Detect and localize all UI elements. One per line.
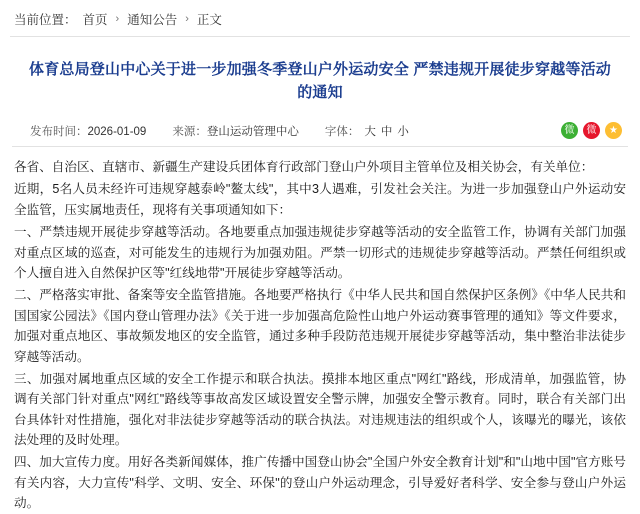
qzone-share-icon[interactable]: ★ xyxy=(605,122,622,139)
share-group xyxy=(561,122,628,139)
source xyxy=(172,123,299,139)
breadcrumb-separator-icon: › xyxy=(185,13,189,25)
font-size-label: 字体： xyxy=(324,125,360,138)
font-size-large-button[interactable]: 大 xyxy=(364,125,376,138)
font-size-medium-button[interactable]: 中 xyxy=(380,125,393,138)
breadcrumb-label: 当前位置： xyxy=(14,13,77,27)
article-body xyxy=(14,157,626,514)
breadcrumb xyxy=(0,0,640,36)
source-value: 登山运动管理中心 xyxy=(206,125,299,138)
wechat-share-icon[interactable]: 微 xyxy=(561,122,578,139)
font-size-small-button[interactable]: 小 xyxy=(397,125,409,138)
breadcrumb-item-home[interactable]: 首页 xyxy=(82,13,108,27)
weibo-share-icon[interactable]: 微 xyxy=(583,122,600,139)
breadcrumb-item-notices[interactable]: 通知公告 xyxy=(127,13,178,27)
publish-time xyxy=(30,123,146,139)
paragraph: 各省、自治区、直辖市、新疆生产建设兵团体育行政部门登山户外项目主管单位及相关协会，有关单位： xyxy=(14,160,594,174)
source-label: 来源： xyxy=(172,125,207,138)
paragraph: 一、严禁违规开展徒步穿越等活动。各地要重点加强违规徒步穿越等活动的安全监管工作，协调有关部门加强对重点区域的巡查，对可能发生的违规行为加强劝阻。严禁一切形式的违规徒步穿越等活动。严禁任何组织或个人擅自进入自然保护区等"红线地带"开展徒步穿越等活动。 xyxy=(14,225,626,280)
paragraph: 三、加强对属地重点区域的安全工作提示和联合执法。摸排本地区重点"网红"路线，形成清单，加强监管，协调有关部门针对重点"网红"路线等事故高发区域设置安全警示牌，加强安全警示教育。同时，联合有关部门出台具体针对性措施，强化对非法徒步穿越等活动的联合执法。对违规违法的组织或个人，该曝光的曝光，该依法处理的及时处理。 xyxy=(14,371,626,448)
paragraph: 四、加大宣传力度。用好各类新闻媒体，推广传播中国登山协会"全国户外安全教育计划"和"山地中国"官方账号有关内容，大力宣传"科学、文明、安全、环保"的登山户外运动理念，引导爱好者科学、安全参与登山户外运动。 xyxy=(14,455,626,511)
article-meta-bar xyxy=(12,122,628,139)
breadcrumb-divider xyxy=(10,36,630,37)
breadcrumb-separator-icon: › xyxy=(115,13,120,25)
paragraph: 近期，5名人员未经许可违规穿越泰岭"鳌太线"，其中3人遇难，引发社会关注。为进一步加强登山户外运动安全监管，压实属地责任，现将有关事项通知如下： xyxy=(14,182,626,217)
publish-time-value: 2026-01-09 xyxy=(87,125,147,138)
font-size-control xyxy=(325,123,409,139)
page-title: 体育总局登山中心关于进一步加强冬季登山户外运动安全 严禁违规开展徒步穿越等活动的通知 xyxy=(29,61,611,101)
meta-left-group xyxy=(12,123,409,139)
paragraph: 二、严格落实审批、备案等安全监管措施。各地要严格执行《中华人民共和国自然保护区条例》《中华人民共和国国家公园法》《国内登山管理办法》《关于进一步加强高危险性山地户外运动赛事管理的通知》等文件要求，加强对重点地区、事故频发地区的安全监管，通过多种手段防范违规开展徒步穿越等活动，集中整治非法徒步穿越等活动。 xyxy=(14,288,626,364)
meta-divider xyxy=(12,146,628,147)
publish-time-label: 发布时间： xyxy=(30,125,88,138)
breadcrumb-item-current: 正文 xyxy=(196,13,222,27)
